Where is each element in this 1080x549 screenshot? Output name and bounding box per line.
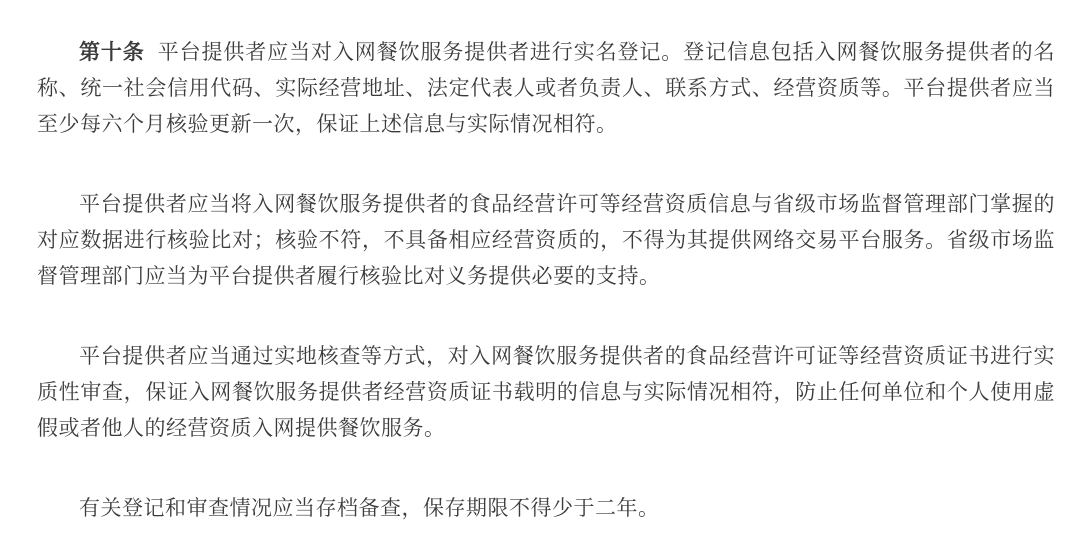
paragraph-article-10-clause-2 [37,187,1055,295]
paragraph-text: 平台提供者应当通过实地核查等方式，对入网餐饮服务提供者的食品经营许可证等经营资质证书进行实质性审查，保证入网餐饮服务提供者经营资质证书载明的信息与实际情况相符，防止任何单位和个人使用虚假或者他人的经营资质入网提供餐饮服务。 [37,345,1055,440]
paragraph-article-10-clause-3 [37,339,1055,447]
document-body [37,35,1055,527]
article-number-label: 第十条 [79,41,145,64]
paragraph-text: 平台提供者应当对入网餐饮服务提供者进行实名登记。登记信息包括入网餐饮服务提供者的名称、统一社会信用代码、实际经营地址、法定代表人或者负责人、联系方式、经营资质等。平台提供者应当至少每六个月核验更新一次，保证上述信息与实际情况相符。 [37,41,1055,136]
paragraph-text: 有关登记和审查情况应当存档备查，保存期限不得少于二年。 [79,497,660,520]
paragraph-article-10-clause-1 [37,35,1055,143]
paragraph-article-10-clause-4 [37,491,1055,527]
paragraph-text: 平台提供者应当将入网餐饮服务提供者的食品经营许可等经营资质信息与省级市场监督管理部门掌握的对应数据进行核验比对；核验不符，不具备相应经营资质的，不得为其提供网络交易平台服务。省级市场监督管理部门应当为平台提供者履行核验比对义务提供必要的支持。 [37,193,1055,288]
